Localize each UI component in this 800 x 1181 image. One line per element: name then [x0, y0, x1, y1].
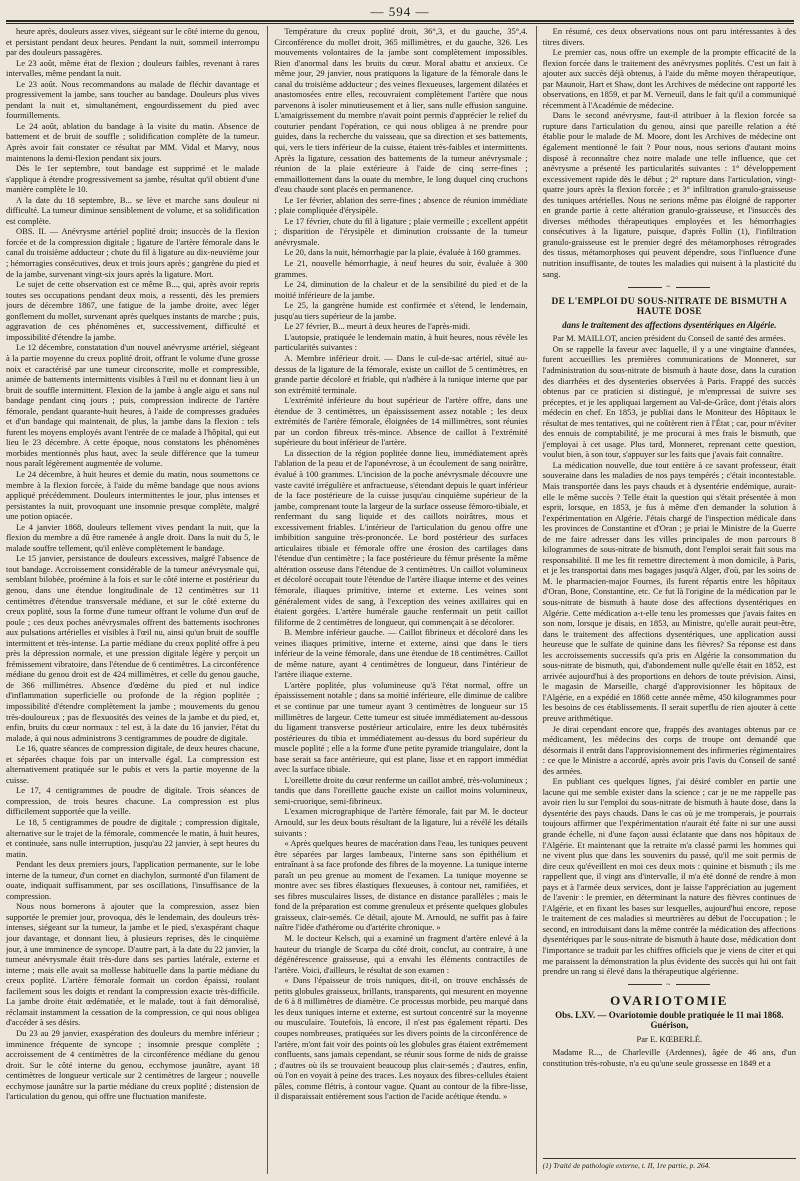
paragraph: En résumé, ces deux observations nous ont paru intéressantes à des titres divers. — [542, 26, 796, 47]
paragraph: Le 21, nouvelle hémorrhagie, à neuf heures du soir, évaluée à 300 grammes. — [274, 258, 528, 279]
paragraph: M. le docteur Kelsch, qui a examiné un fragment d'artère enlevé à la hauteur du triangle de Scarpa du côté droit, conclut, au contraire, à une dégénérescence graisseuse, qui a envahi les éléments contractiles de l'artère. Voici, d'ailleurs, le résultat de son examen : — [274, 933, 528, 975]
paragraph: Le 27 février, B... meurt à deux heures de l'après-midi. — [284, 321, 471, 332]
footnote: (1) Traité de pathologie externe, t. II, 1re partie, p. 264. — [543, 1158, 796, 1172]
paragraph: Température du creux poplité droit, 36°,3, et du gauche, 35°,4. Circonférence du mollet droit, 365 millimètres, et du gauche, 326. Les mouvements volontaires de la jambe sont complètement impossibles. Rien d'anormal dans les bruits du cœur. Moral abattu et anxieux. Ce même jour, 29 janvier, nous pratiquons la ligature de la fémorale dans le canal du troisième adducteur ; des veines flexueuses, largement dilatées et anastomosées entre elles, recouvraient complètement l'artère que nous parvenons à isoler minutieusement et à lier, sans nulle effusion sanguine. L'amaigrissement du membre n'avait point permis d'apprécier le relief du couturier pendant l'opération, ce qui nous obligea à ne prendre pour guides, dans la recherche du vaisseau, que sa direction et ses battements, qui, vers le tiers inférieur de la cuisse, étaient très-faibles et intermittents. Après la ligature, cessation des battements de la tumeur anévrysmale ; réunion de la plaie extérieure à l'aide de cinq serre-fines ; emmaillottement dans la ouate du membre, le long duquel cinq cruchons d'eau chaude sont placés en permanence. — [274, 26, 528, 195]
header-rule — [6, 20, 794, 24]
paragraph: heure après, douleurs assez vives, siégeant sur le côté interne du genou, et persistant pendant deux heures. Pendant la nuit, sommeil interrompu par des douleurs passagères. — [6, 26, 260, 58]
paragraph: Nous nous bornerons à ajouter que la compression, assez bien supportée le premier jour, provoqua, dès le lendemain, des douleurs très-intenses, siégeant sur la tumeur, la jambe et le pied, s'exaspérant chaque jour davantage, et donnant lieu, à plusieurs reprises, dès le cinquième jour, à une imminence de syncope. D'autre part, à la date du 22 janvier, la tumeur anévrysmale était très-dure dans ses parties latérale, externe et interne ; mais elle avait sa mollesse habituelle dans la partie médiane du creux poplité. L'artère fémorale formait un cordon épaissi, roulant facilement sous les doigts et rendant la compression exacte très-difficile. La jambe droite était œdématiée, et le malade, tout à fait démoralisé, réclamait instamment la cessation de la compression, ce qui nous obligea d'accéder à ses désirs. — [6, 901, 260, 1028]
paragraph: Le 18, 5 centigrammes de poudre de digitale ; compression digitale, alternative sur le trajet de la fémorale, commencée le matin, à huit heures, et continuée, sans nulle interruption, jusqu'au 22 janvier, à sept heures du matin. — [6, 817, 260, 859]
paragraph: Le 24 décembre, à huit heures et demie du matin, nous soumettons ce membre à la flexion forcée, à l'aide du même bandage que nous avions appliqué précédemment. Douleurs intermittentes le jour, plus intenses et persistantes la nuit, provoquant une insomnie presque complète, malgré une potion opiacée. — [6, 468, 260, 522]
paragraph: Le 4 janvier 1868, douleurs tellement vives pendant la nuit, que la flexion du membre a dû être ramenée à angle droit. Dans la nuit du 5, le malade souffre tellement, qu'il enlève complètement le bandage. — [6, 521, 260, 553]
paragraph: « Après quelques heures de macération dans l'eau, les tuniques peuvent être séparées par larges lambeaux, l'interne sans son épithélium et entraînant à sa face profonde des fibres de la moyenne. La tunique interne paraît un peu grenue au moment de l'examen. La tunique moyenne se montre avec ses fibres élastiques flexueuses, à contour net, ramifiées, et ses fibres musculaires lisses, de distance en distance parallèles ; mais le fond de la préparation est comme grenuleux et présente quelques globules graisseux, clair-semés. Ce détail, ajoute M. Arnould, ne suffit pas à faire naître l'idée d'athérome ou d'artérite chronique. » — [274, 838, 528, 933]
paragraph: OBS. II. — Anévrysme artériel poplité droit; insuccès de la flexion forcée et de la compression digitale ; ligature de l'artère fémorale dans le canal du troisième adducteur ; chute du fil à ligature au dix-neuvième jour ; hémorragies consécutives, deux et trois jours après ; gangrène du pied et de la jambe, survenant vingt-six jours après la ligature. Mort. — [6, 226, 260, 279]
paragraph: Le 23 août. Nous recommandons au malade de fléchir davantage et progressivement la jambe, sans toucher au bandage. Douleurs plus vives pendant la nuit et, simultanément, engourdissement du pied avec fourmillements. — [6, 78, 260, 121]
paragraph: Le 16, quatre séances de compression digitale, de deux heures chacune, et séparées chaque fois par un intervalle égal. La compression est alternativement pratiquée sur le pubis et vers la partie moyenne de la cuisse. — [6, 743, 260, 785]
section-author-line: Par M. MAILLOT, ancien président du Conseil de santé des armées. — [552, 333, 786, 344]
paragraph: A. Membre inférieur droit. — Dans le cul-de-sac artériel, situé au-dessus de la ligature de la fémorale, existe un caillot de 5 centimètres, en grande partie décoloré et friable, qui n'adhère à la tunique interne que par son extrémité terminale. — [274, 352, 528, 395]
bismuth-article-body — [543, 344, 796, 977]
section-separator: ~ — [543, 282, 796, 293]
observation-title: Obs. LXV. — Ovariotomie double pratiquée le 11 mai 1868. Guérison, — [555, 1009, 784, 1031]
column-middle — [267, 26, 527, 1174]
paragraph: Le sujet de cette observation est ce même B..., qui, après avoir repris toutes ses occupations pendant deux mois, a ressenti, dès les premiers jours de décembre 1867, une fatigue de la jambe droite, avec léger gonflement du mollet, survenant après quelques instants de marche ; puis, aggravation de ces phénomènes et, successivement, difficulté et impossibilité d'étendre la jambe. — [6, 279, 260, 342]
section-subtitle: dans le traitement des affections dysentériques en Algérie. — [562, 319, 777, 330]
paragraph: L'oreillette droite du cœur renferme un caillot ambré, très-volumineux ; tandis que dans l'oreillette gauche existe un caillot moins volumineux, semi-cruorique, semi-fibrineux. — [274, 774, 528, 806]
paragraph: A la date du 18 septembre, B... se lève et marche sans douleur ni difficulté. La tumeur diminue sensiblement de volume, et sa solidification est complète. — [6, 194, 260, 226]
section-title: DE L'EMPLOI DU SOUS-NITRATE DE BISMUTH A HAUTE DOSE — [551, 296, 788, 318]
paragraph: B. Membre inférieur gauche. — Caillot fibrineux et décoloré dans les veines iliaques primitive, interne et externe, ainsi que dans le tiers inférieur de la veine fémorale, dans une étendue de 18 centimètres. Caillot de même nature, ayant 4 centimètres de longueur, dans l'intérieur de l'artère iliaque externe. — [274, 627, 528, 680]
paragraph: Je dirai cependant encore que, frappés des avantages obtenus par ce médicament, les médecins des corps de troupe ont demandé que désormais il entrât dans l'approvisionnement des infirmeries régimentaires : ce que le Ministre a accordé, après avoir pris l'avis du Conseil de santé des armées. — [542, 723, 796, 776]
paragraph: En publiant ces quelques lignes, j'ai désiré combler en partie une lacune qui me semble exister dans la science ; car je ne me rappelle pas avoir rien lu sur l'emploi du sous-nitrate de bismuth à haute dose, dans la dysentérie des pays chauds. Dans le cas où je me tromperais, je pourrais toujours affirmer que l'expérimentation n'aurait été faite ni sur une aussi grande échelle, ni d'une façon aussi éclatante que dans nos hôpitaux de l'Algérie. Et maintenant que la retraite m'a classé parmi les hommes qui ne vivent plus que dans les souvenirs du passé, qu'il me soit permis de dire ceux qu'éveillent en moi ces deux mots : quinine et bismuth ; ils me rappellent que, il vingt ans d'intervalle, il m'a été donné de rendre à mon pays et à l'armée deux services, dont je laisse l'appréciation au jugement de l'avenir : le premier, en déterminant la nature des fièvres continues de l'Algérie, et en fixant les bases sur lesquelles, aujourd'hui encore, repose le traitement de ces maladies si meurtrières au début de l'occupation ; le second, en introduisant dans la même contrée la médication des affections dysentériques par le sous-nitrate de bismuth à haute dose, médication dont l'importance se traduit par les chiffres officiels que je viens de citer et qui me paraissent la démonstration la plus évidente des succès qui lui ont fait prendre un rang si élevé dans la thérapeutique algérienne. — [542, 776, 796, 977]
paragraph: L'extrémité inférieure du bout supérieur de l'artère offre, dans une étendue de 3 centimètres, un épaississement assez notable ; les deux extrémités de l'artère fémorale, éloignées de 14 millimètres, sont réunies par un cordon fibreux très-mince. Absence de caillot à l'extrémité supérieure du bout inférieur de l'artère. — [274, 395, 528, 448]
article-columns — [6, 26, 796, 1174]
paragraph: Le premier cas, nous offre un exemple de la prompte efficacité de la flexion forcée dans le traitement des anévrysmes poplités. C'est un fait à ajouter aux succès déjà obtenus, à l'aide du même moyen thérapeutique, par Maunoir, Hart et Shaw, dont les Archives de médecine ont rapporté les observations, en 1859, et par M. Verneuil, dans le fait qu'il a communiqué récemment à l'Académie de médecine. — [542, 47, 796, 110]
paragraph: L'autopsie, pratiquée le lendemain matin, à huit heures, nous révèle les particularités suivantes : — [274, 331, 528, 353]
paragraph: Le 1er février, ablation des serre-fines ; absence de réunion immédiate ; plaie compliquée d'érysipèle. — [274, 194, 528, 216]
paragraph: La dissection de la région poplitée donne lieu, immédiatement après l'ablation de la peau et de l'aponévrose, à un écoulement de sang noirâtre, évalué à 100 grammes. L'incision de la poche anévrysmale découvre une vaste cavité irrégulière et anfractueuse, s'étendant depuis le quart inférieur de la face postérieure de la cuisse jusqu'au cinquième supérieur de la jambe, comprenant toute la largeur de la surface osseuse fémoro-tibiale, et renfermant du sang liquide et des caillots noirâtres, mous et excessivement friables. L'intérieur de l'articulation du genou offre une imbibition sanguine très-prononcée. Le bord postérieur des surfaces articulaires tibiale et fémorale offre une érosion des cartilages dans l'étendue d'un centimètre ; la face postérieure du fémur présente la même altération osseuse dans l'étendue de 3 centimètres. Un caillot volumineux et décoloré occupait toute l'étendue de l'artère iliaque interne et des veines fémorale, iliaques primitive, interne et externe. Les veines sont généralement vides de sang, à l'exception des veines axillaires qui en étaient gorgées. L'artère humérale gauche renfermait un petit caillot filiforme de 2 centimètres de longueur, qui commençait à se décolorer. — [274, 447, 528, 627]
paragraph: Le 20, dans la nuit, hémorrhagie par la plaie, évaluée à 160 grammes. — [284, 247, 521, 258]
paragraph: Le 12 décembre, constatation d'un nouvel anévrysme artériel, siégeant à la partie moyenne du creux poplité droit, offrant le volume d'une grosse noix et caractérisé par une tumeur circonscrite, molle et compressible, animée de battements intermittents visibles à l'œil nu et donnant lieu à un bruit de souffle intermittent. Flexion de la jambe à angle aigu et sans nul bandage pendant cinq jours ; puis, compression indirecte de l'artère fémorale, pendant quarante-huit heures, à l'aide de compresses graduées et d'un bandage qui maintenait, de plus, la jambe dans la flexion : tels furent les moyens employés avant l'entrée de ce malade à l'hôpital, qui eut lieu le 23 décembre. A cette époque, nous constatons les phénomènes morbides mentionnés plus haut, avec la seule différence que la tumeur nous paraît légèrement augmentée de volume. — [6, 342, 260, 469]
paragraph: L'artère poplitée, plus volumineuse qu'à l'état normal, offre un épaississement notable ; dans sa moitié inférieure, elle diminue de calibre et se continue par une tumeur ayant 3 centimètres de longueur sur 15 millimètres de largeur. Cette tumeur est située immédiatement au-dessous du ligament transverse postérieur articulaire, entre les deux tubérosités postérieures du tibia et immédiatement au-dessus du bord supérieur du muscle poplité ; elle a la forme d'une petite pyramide triangulaire, dont la base serait sa face antérieure, qui est plane, lisse et en rapport immédiat avec la surface tibiale. — [274, 679, 528, 775]
paragraph: « Dans l'épaisseur de trois tuniques, dit-il, on trouve enchâssés de petits globules graisseux, brillants, transparents, qui mesurent en moyenne de 6 à 8 millimètres de diamètre. Ce processus morbide, peu marqué dans les deux tuniques interne et externe, est surtout concentré sur la moyenne ou musculaire. Toutefois, là encore, il n'est pas également réparti. Des coupes nombreuses, pratiquées sur les divers points de la circonférence de l'artère, m'ont fait voir des points où les globules gras étaient extrêmement confluents, sans jamais cependant, se réunir sous forme de nids de graisse ; d'autres où ils se trouvaient beaucoup plus clair-semés ; d'autres, enfin, où l'on en voyait à peine des traces. Les noyaux des fibres-cellules étaient pâles, comme flétris, à contour vague. Quant au contour de la fibre-lisse, il disparaissait entièrement sous l'action de l'acide acétique étendu. » — [274, 975, 528, 1102]
column-left — [6, 26, 259, 1174]
paragraph: Dans le second anévrysme, faut-il attribuer à la flexion forcée sa rupture dans l'articulation du genou, ainsi que pareille relation a été établie pour le malade de M. Moore, dont les Archives de médecine ont également mentionné le fait ? Pour nous, nous serions d'autant moins disposé à reconnaître chez notre malade une telle influence, que cet anévrysme a présenté les particularités suivantes : 1° développement excessivement rapide dès le début ; 2° rupture dans l'articulation, vingt-quatre jours après la flexion forcée ; et 3° infiltration granulo-graisseuse des tuniques artérielles. Nous ne serions même pas éloigné de rapporter en grande partie à cette altération granulo-graisseuse, et l'insuccès des diverses méthodes thérapeutiques employées et les hémorrhagies consécutives à la ligature, puisque, d'après Follin (1), l'infiltration granulo-graisseuse est le premier degré des métamorphoses rétrogrades des tissus, métamorphoses qui peuvent dépendre, sous l'influence d'une nutrition insuffisante, de toutes les maladies qui nuisent à la plasticité du sang. — [542, 110, 796, 279]
paragraph: La médication nouvelle, due tout entière à ce savant professeur, était souveraine dans les maladies de nos pays tempérés ; c'était incontestable. Mais transportée dans les pays chauds et à dysentérie endémique, aurait-elle le même succès ? Telle était la question qui s'était présentée à mon esprit, lorsque, en 1853, je fus à même d'en demander la solution à l'expérimentation en Algérie. J'étais chargé de l'inspection médicale dans les provinces de Constantine et d'Oran ; je priai le Ministre de la Guerre de me faire adresser dans les villes principales de mon parcours 8 kilogrammes de sous-nitrate de bismuth, dont l'emploi serait fait sous ma responsabilité. Il me les fit remettre directement à mon domicile, à Paris, et je les transportai dans mes bagages jusqu'à Alger, d'où, par les soins de M. le pharmacien-major Fournes, ils furent répartis entre les hôpitaux d'Oran, Bone, Constantine, etc. Ce fut là l'origine de la médication par le sous-nitrate de bismuth à haute dose des affections dysentériques en Algérie. Cette médication a-t-elle tenu les promesses que j'avais faites en son nom, lorsque je disais, en 1853, au Ministre, qu'elle aurait peut-être, dans le traitement des affections dysentériques, une application aussi heureuse que le sulfate de quinine dans les fièvres? Sa réponse est dans les accroissements successifs qu'a pris en Algérie la consommation du sous-nitrate de bismuth, qui, d'abondement nulle qu'elle était en 1852, est arrivée aujourd'hui à des proportions en dehors de toute prévision. Ainsi, le magasin de Marseille, chargé d'approvisionner les hôpitaux de l'Algérie, en a expédié en 1868 cette année même, 450 kilogrammes pour les besoins de ces établissements. Il serait superflu de rien ajouter à cette preuve arithmétique. — [542, 459, 796, 723]
paragraph: Le 24, diminution de la chaleur et de la sensibilité du pied et de la moitié inférieure de la jambe. — [274, 279, 528, 300]
paragraph: L'examen micrographique de l'artère fémorale, fait par M. le docteur Arnould, sur les deux bouts résultant de la ligature, lui a révélé les détails suivants : — [274, 806, 528, 838]
observation-paragraph: Madame R..., de Charleville (Ardennes), âgée de 46 ans, d'un constitution très-robuste, n'a eu qu'une seule grossesse en 1849 et a — [542, 1047, 796, 1068]
paragraph: On se rappelle la faveur avec laquelle, il y a une vingtaine d'années, furent accueillies les premières communications de Monneret, sur l'administration du sous-nitrate de bismuth à haute dose, dans la curation des diarrhées et des dysenteries observées à Paris. Frappé des succès obtenus par ce praticien si distingué, je m'empressai de suivre ses préceptes, et je les appliquai largement au Val-de-Grâce, dont j'étais alors médecin en chef. En 1853, je publiai dans le Moniteur des Hôpitaux le résultat de mes tentatives, qui ne coûtèrent rien à l'État ; car, pour m'éviter des ennuis de comptabilité, je me procurai à mes frais le bismuth, que j'employai à cet usage. Plus tard, Monneret, reprenant cette question, voulut bien, à son tour, s'appuyer sur les faits que j'avais fait connaître. — [542, 343, 796, 460]
paragraph: Du 23 au 29 janvier, exaspération des douleurs du membre inférieur ; imminence fréquente de syncope ; insomnie presque complète ; accroissement de 4 centimètres de la circonférence médiane du genou droit. Sur le côté interne du genou, ecchymose jaunâtre, ayant 18 centimètres de longueur verticale sur 2 centimètres de largeur ; nouvelle ecchymose jaunâtre sur la partie médiane du creux poplité ; distension de l'articulation du genou, qui offre une fluctuation manifeste. — [6, 1027, 260, 1102]
conclusion-section — [543, 26, 796, 279]
paragraph: Le 17 février, chute du fil à ligature ; plaie vermeille ; excellent appétit ; disparition de l'érysipèle et diminution croissante de la tumeur anévrysmale. — [274, 215, 528, 247]
paragraph: Dès le 1er septembre, tout bandage est supprimé et le malade s'applique à étendre progressivement sa jambe, résultat qu'il obtient d'une manière complète le 10. — [6, 163, 260, 195]
ovariotomy-title: OVARIOTOMIE — [610, 993, 729, 1009]
paragraph: Le 17, 4 centigrammes de poudre de digitale. Trois séances de compression, de trois heures chacune. La compression est plus difficilement supportée que la veille. — [6, 785, 260, 817]
page-number: — 594 — — [370, 4, 430, 19]
observation-author: Par E. KŒBERLÉ. — [636, 1033, 703, 1044]
column-right — [536, 26, 796, 1174]
paragraph: Le 23 août, même état de flexion ; douleurs faibles, revenant à rares intervalles, même pendant la nuit. — [6, 57, 260, 79]
section-separator: ~ — [543, 980, 796, 991]
paragraph: Le 25, la gangrène humide est confirmée et s'étend, le lendemain, jusqu'au tiers supérieur de la jambe. — [274, 300, 528, 321]
paragraph: Pendant les deux premiers jours, l'application permanente, sur le lobe interne de la tumeur, d'un cornet en diachylon, surmonté d'un filament de ouate, indiquait suffisamment, par ses oscillations, l'insuffisance de la compression. — [6, 859, 260, 901]
paragraph: Le 24 août, ablation du bandage à la visite du matin. Absence de battement et de bruit de souffle ; solidification complète de la tumeur. Après avoir fait constater ce résultat par MM. Vidal et Marvy, nous maintenons la demi-flexion pendant six jours. — [6, 120, 260, 163]
paragraph: Le 15 janvier, persistance de douleurs excessives, malgré l'absence de tout bandage. Accroissement considérable de la tumeur anévrysmale qui, semblant bilobée, proémine à la fois et sur le côté interne et postérieur du genou, dans une étendue longitudinale de 12 centimètres sur 11 centimètres d'étendue transversale médiane, et sur le côté externe du creux poplité, sous la forme d'une tumeur offrant le volume d'un œuf de poule ; ces deux poches anévrysmales offrent des battements isochrones aux pulsations artérielles et visibles à l'œil nu, ainsi qu'un bruit de souffle intermittent et très-intense. La partie médiane du creux poplité offre à peu près la dépression normale, et une pression digitale légère y perçoit un frémissement vibratoire, dans l'étendue de 6 centimètres. La circonférence médiane du genou droit est de 424 millimètres, et celle du genou gauche, de 366 millimètres. Absence d'œdème du pied et nul indice d'inflammation superficielle ou profonde de la région poplitée ; impossibilité d'étendre complètement la jambe ; mouvements du genou très-douloureux ; pas de flexuosités des veines de la jambe et du pied, et, enfin, bruits du cœur normaux : tel est, à la date du 16 janvier, l'état du malade, à qui nous administrons 3 centigrammes de poudre de digitale. — [6, 553, 260, 743]
